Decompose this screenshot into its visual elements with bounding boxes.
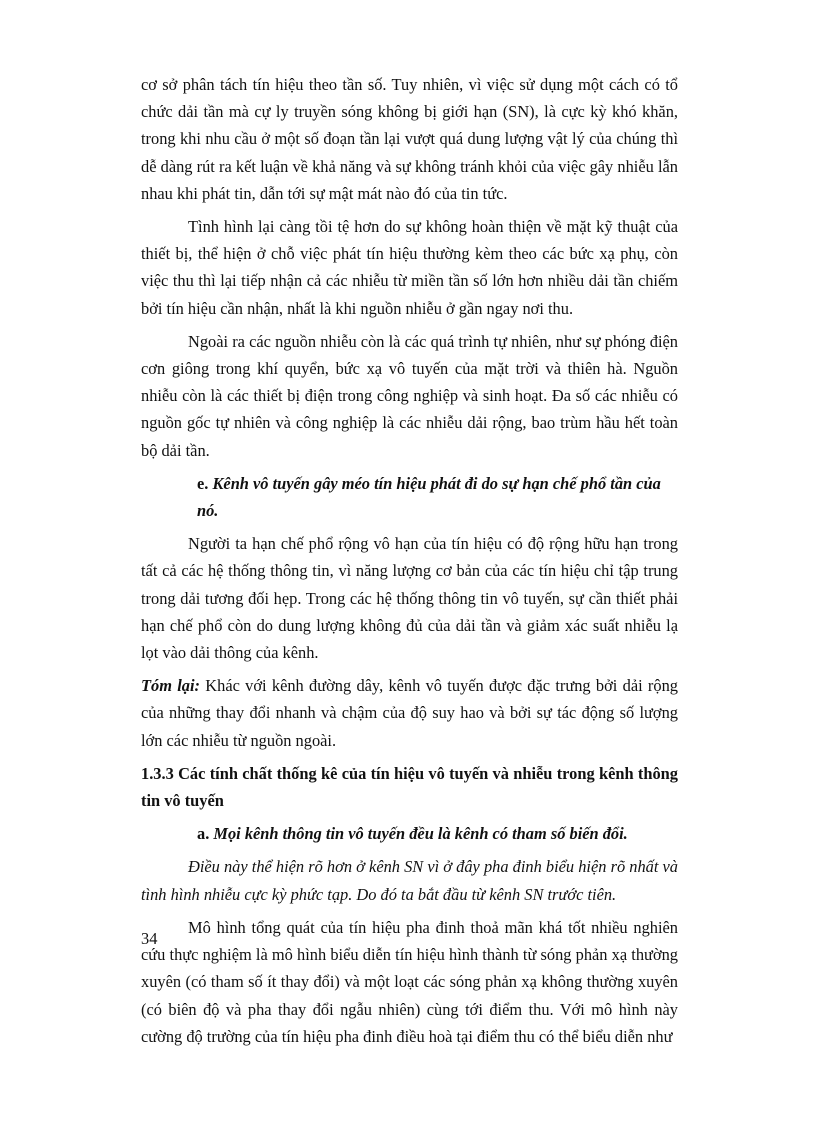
paragraph-natural-noise-sources: Ngoài ra các nguồn nhiễu còn là các quá trình tự nhiên, như sự phóng điện cơn giông trong khí quyển, bức xạ vô tuyến của mặt trời và thiên hà. Nguồn nhiễu còn là các thiết bị điện trong công nghiệp và sinh hoạt. Đa số các nhiễu có nguồn gốc tự nhiên và công nghiệp là các nhiễu dải rộng, bao trùm hầu hết toàn bộ dải tần.: [141, 331, 678, 460]
subheading-a: [141, 820, 678, 847]
summary-text: Khác với kênh đường dây, kênh vô tuyến được đặc trưng bởi dải rộng của những thay đổi nhanh và chậm của độ suy hao và bởi sự tác động số lượng lớn các nhiễu từ nguồn ngoài.: [141, 676, 678, 750]
page-number: 34: [141, 929, 158, 948]
subheading-e: [141, 470, 678, 524]
subheading-e-text: Kênh vô tuyến gây méo tín hiệu phát đi do sự hạn chế phổ tần của nó.: [197, 473, 661, 521]
subheading-a-label: a.: [197, 824, 210, 844]
paragraph-sn-channel-note: Điều này thể hiện rõ hơn ở kênh SN vì ở đây pha đinh biểu hiện rõ nhất và tình hình nhiễu cực kỳ phức tạp. Do đó ta bắt đầu từ kênh SN trước tiên.: [141, 857, 678, 904]
paragraph-spectrum-limitation: Người ta hạn chế phổ rộng vô hạn của tín hiệu có độ rộng hữu hạn trong tất cả các hệ thống thông tin, vì năng lượng cơ bản của các tín hiệu chỉ tập trung trong dải tương đối hẹp. Trong các hệ thống thông tin vô tuyến, sự cần thiết phải hạn chế phổ còn do dung lượng không đủ của dải tần và giảm xác suất nhiễu lạ lọt vào dải thông của kênh.: [141, 534, 678, 663]
subheading-a-text: Mọi kênh thông tin vô tuyến đều là kênh có tham số biến đổi.: [213, 824, 628, 844]
paragraph-equipment-imperfection: Tình hình lại càng tồi tệ hơn do sự không hoàn thiện về mặt kỹ thuật của thiết bị, thể hiện ở chỗ việc phát tín hiệu thường kèm theo các bức xạ phụ, còn việc thu thì lại tiếp nhận cả các nhiễu từ miền tần số lớn hơn nhiều dải tần chiếm bởi tín hiệu cần nhận, nhất là khi nguồn nhiễu ở gần ngay nơi thu.: [141, 217, 678, 318]
subheading-e-label: e.: [197, 473, 209, 493]
paragraph-fading-model: Mô hình tổng quát của tín hiệu pha đinh thoả mãn khá tốt nhiều nghiên cứu thực nghiệm là mô hình biểu diễn tín hiệu hình thành từ sóng phản xạ thường xuyên (có tham số ít thay đổi) và một loạt các sóng phản xạ không thường xuyên (có biên độ và pha thay đổi ngẫu nhiên) cùng tới điểm thu. Với mô hình này cường độ trường của tín hiệu pha đinh điều hoà tại điểm thu có thể biểu diễn như: [141, 917, 678, 1046]
paragraph-frequency-separation: cơ sở phân tách tín hiệu theo tần số. Tuy nhiên, vì việc sử dụng một cách có tổ chức dải tần mà cự ly truyền sóng không bị giới hạn (SN), là cực kỳ khó khăn, trong khi nhu cầu ở một số đoạn tần lại vượt quá dung lượng vật lý của chúng thì dễ dàng rút ra kết luận về khả năng và sự không tránh khỏi của việc gây nhiễu lẫn nhau khi phát tin, dẫn tới sự mật mát nào đó của tin tức.: [141, 75, 678, 203]
summary-label: Tóm lại:: [141, 676, 201, 696]
paragraph-summary: [141, 672, 678, 754]
document-page: [141, 71, 678, 1056]
section-heading-1-3-3: 1.3.3 Các tính chất thống kê của tín hiệu vô tuyến và nhiễu trong kênh thông tin vô tuyến: [141, 763, 678, 811]
